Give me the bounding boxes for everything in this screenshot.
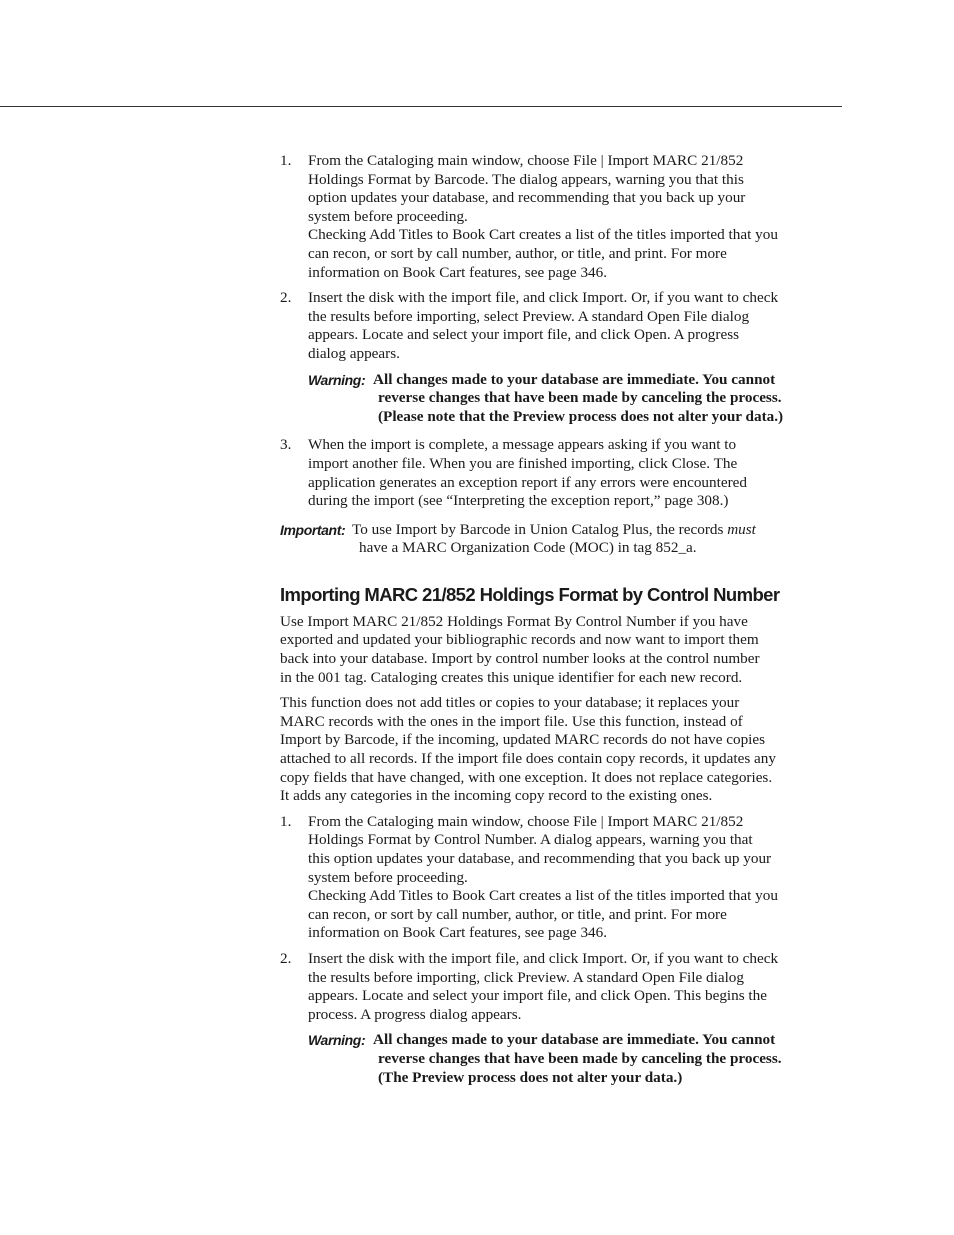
step-text: From the Cataloging main window, choose File | Import MARC 21/852 Holdings Format by Barcode. The dialog appears, warning you that this option updates your database, and recommending that you back up your system before proceeding. Checking Add Titles to Book Cart creates a list of the titles imported that you can recon, or sort by call number, author, or title, and print. For more information on Book Cart features, see page 346. — [308, 152, 778, 281]
step-number: 2. — [280, 289, 292, 307]
warning-text: All changes made to your database are immediate. You cannot reverse changes that have been made by canceling the process. (The Preview process does not alter your data.) — [373, 1031, 782, 1086]
page-content — [280, 152, 846, 1097]
step-text: From the Cataloging main window, choose File | Import MARC 21/852 Holdings Format by Control Number. A dialog appears, warning you that this option updates your database, and recommending that you back up your system before proceeding. Checking Add Titles to Book Cart creates a list of the titles imported that you can recon, or sort by call number, author, or title, and print. For more information on Book Cart features, see page 346. — [308, 812, 778, 942]
description-paragraph: This function does not add titles or copies to your database; it replaces your MARC records with the ones in the import file. Use this function, instead of Import by Barcode, if the incoming, updated MARC records do not have copies attached to all records. If the import file does contain copy records, it updates any copy fields that have changed, with one exception. It does not replace categories. It adds any categories in the incoming copy record to the existing ones. — [280, 694, 776, 805]
warning-label: Warning: — [308, 371, 366, 388]
step-1 — [280, 152, 846, 282]
warning-label: Warning: — [308, 1032, 366, 1049]
step-text: Insert the disk with the import file, and click Import. Or, if you want to check the results before importing, click Preview. A standard Open File dialog appears. Locate and select your import file, and click Open. This begins the process. A progress dialog appears. — [308, 949, 779, 1023]
section-heading: Importing MARC 21/852 Holdings Format by Control Number — [280, 583, 780, 605]
header-rule — [0, 106, 842, 107]
step-3 — [280, 436, 846, 510]
step-1 — [280, 813, 846, 943]
warning-text: All changes made to your database are immediate. You cannot reverse changes that have been made by canceling the process. (Please note that the Preview process does not alter your data.) — [373, 370, 784, 425]
step-number: 1. — [280, 152, 292, 169]
step-text: Insert the disk with the import file, and click Import. Or, if you want to check the results before importing, select Preview. A standard Open File dialog appears. Locate and select your import file, and click Open. A progress dialog appears. — [308, 289, 779, 362]
step-2 — [280, 289, 846, 363]
warning-note — [308, 371, 846, 427]
warning-note — [308, 1031, 846, 1087]
important-label: Important: — [280, 521, 346, 538]
important-note — [280, 521, 846, 558]
step-2 — [280, 950, 846, 1024]
step-number: 3. — [280, 436, 292, 454]
important-text: To use Import by Barcode in Union Catalog Plus, the records must have a MARC Organization Code (MOC) in tag 852_a. — [352, 520, 756, 557]
step-text: When the import is complete, a message appears asking if you want to import another file. When you are finished importing, click Close. The application generates an exception report if any errors were encountered during the import (see “Interpreting the exception report,” page 308.) — [308, 436, 747, 510]
step-number: 2. — [280, 949, 292, 967]
intro-paragraph: Use Import MARC 21/852 Holdings Format By Control Number if you have exported and updated your bibliographic records and now want to import them back into your database. Import by control number looks at the control number in the 001 tag. Cataloging creates this unique identifier for each new record. — [280, 612, 760, 686]
step-number: 1. — [280, 812, 292, 830]
